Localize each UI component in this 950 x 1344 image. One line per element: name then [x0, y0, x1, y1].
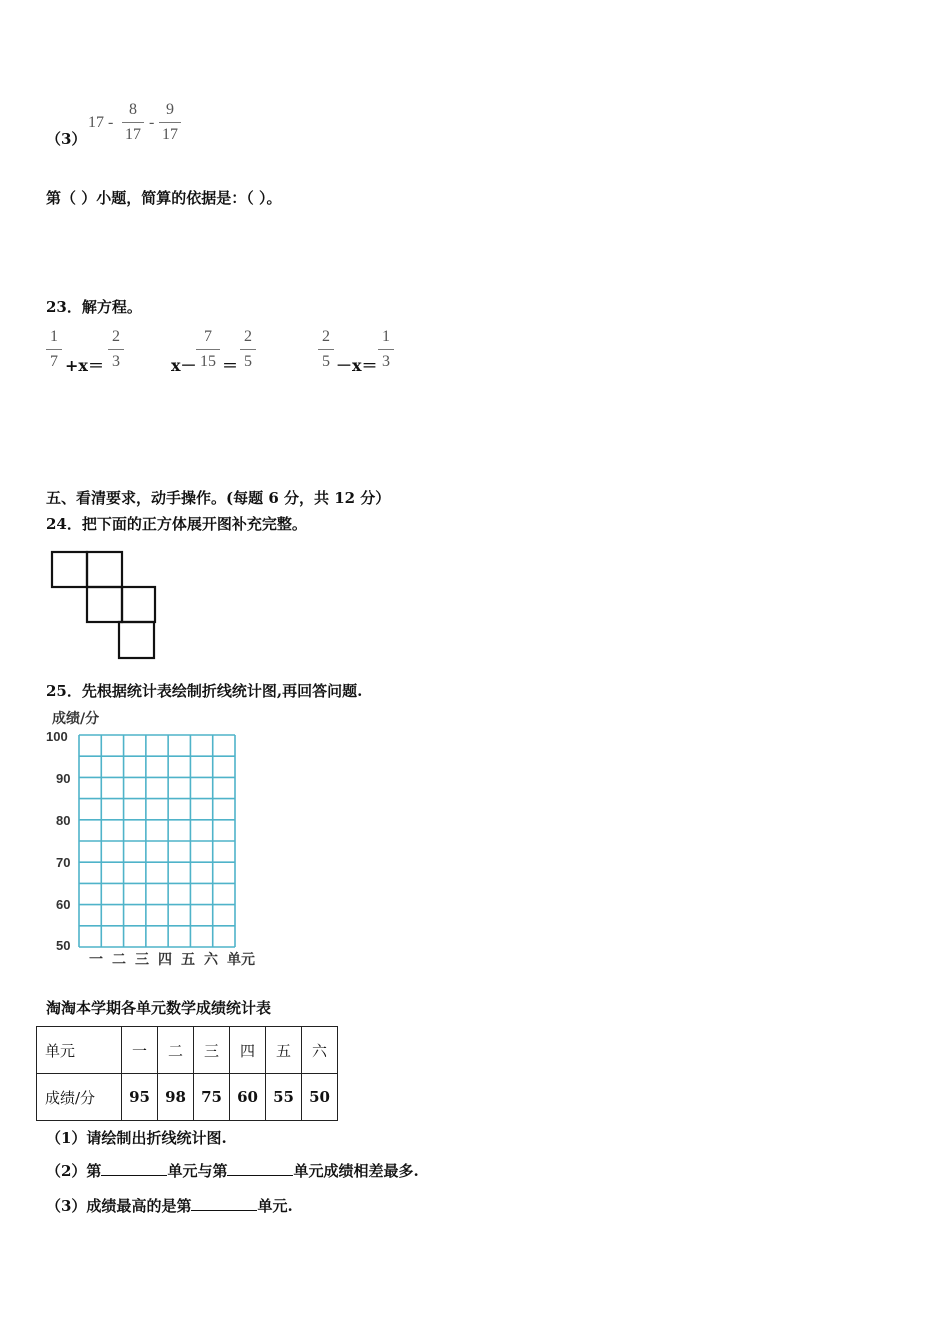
cube-net-figure	[48, 548, 160, 664]
blank-line-chart-grid[interactable]	[78, 734, 236, 948]
q23-eq2-fraction-b	[240, 327, 256, 372]
table-cell: 六	[302, 1027, 338, 1074]
fraction-bar	[378, 349, 394, 350]
q25-sub3-text-b: 单元.	[257, 1197, 293, 1215]
grid-x-axis-unit: 单元	[227, 952, 255, 968]
grid-x-tick: 四	[158, 952, 172, 968]
q25-sub1: （1）请绘制出折线统计图.	[46, 1129, 227, 1147]
fraction-denominator: 15	[200, 353, 216, 370]
fraction-denominator: 5	[322, 353, 330, 370]
fraction-denominator: 17	[162, 126, 178, 143]
fraction-denominator: 5	[244, 353, 252, 370]
table-cell: 75	[194, 1074, 230, 1121]
table-row	[37, 1074, 338, 1121]
fraction-denominator: 7	[50, 353, 58, 370]
q23-eq2-fraction-a	[196, 327, 220, 372]
answer-blank[interactable]	[191, 1196, 257, 1211]
fraction-bar	[46, 349, 62, 350]
q25-sub3	[46, 1195, 293, 1216]
grid-y-tick: 100	[46, 729, 68, 744]
net-square	[119, 622, 154, 658]
q23-eq3-fraction-a	[318, 327, 334, 372]
answer-blank[interactable]	[101, 1161, 167, 1176]
net-square	[87, 552, 122, 587]
fraction-numerator: 8	[129, 101, 137, 118]
score-table-title: 淘淘本学期各单元数学成绩统计表	[46, 999, 272, 1017]
net-square	[122, 587, 155, 622]
table-cell: 四	[230, 1027, 266, 1074]
q24-title: 24．把下面的正方体展开图补充完整。	[46, 515, 307, 533]
q25-title: 25．先根据统计表绘制折线统计图,再回答问题.	[46, 682, 363, 700]
net-square	[87, 587, 122, 622]
fraction-numerator: 2	[244, 328, 252, 345]
q25-sub2-text-a: （2）第	[46, 1162, 102, 1180]
q22-minus-sign: -	[149, 114, 155, 131]
grid-x-tick: 一	[89, 952, 103, 968]
q23-eq1-operator: +x＝	[65, 356, 104, 375]
table-row	[37, 1027, 338, 1074]
fraction-denominator: 3	[112, 353, 120, 370]
fraction-numerator: 1	[382, 328, 390, 345]
q22-expression-lead: 17 -	[88, 114, 114, 131]
grid-x-tick: 二	[112, 952, 126, 968]
q23-eq3-operator: －x＝	[336, 356, 378, 375]
answer-blank[interactable]	[227, 1161, 293, 1176]
fraction-bar	[108, 349, 124, 350]
q23-eq2-lead: x－	[171, 356, 197, 375]
grid-y-tick: 70	[56, 855, 71, 870]
table-cell: 三	[194, 1027, 230, 1074]
table-cell: 一	[122, 1027, 158, 1074]
fraction-bar	[240, 349, 256, 350]
table-cell: 50	[302, 1074, 338, 1121]
fraction-numerator: 9	[166, 101, 174, 118]
q23-eq2-equals: ＝	[222, 356, 239, 375]
q22-part3-label: （3）	[46, 130, 87, 148]
fraction-numerator: 1	[50, 328, 58, 345]
fraction-numerator: 2	[322, 328, 330, 345]
grid-y-tick: 80	[56, 813, 71, 828]
table-cell: 五	[266, 1027, 302, 1074]
grid-y-tick: 60	[56, 897, 71, 912]
q22-answer-line: 第（ ）小题，简算的依据是：（ ）。	[46, 189, 282, 207]
fraction-numerator: 2	[112, 328, 120, 345]
table-cell: 98	[158, 1074, 194, 1121]
grid-x-tick: 五	[181, 952, 195, 968]
fraction-bar	[318, 349, 334, 350]
fraction-numerator: 7	[204, 328, 212, 345]
q25-sub3-text-a: （3）成绩最高的是第	[46, 1197, 192, 1215]
q23-eq1-fraction-b	[108, 327, 124, 372]
q22-fraction-1	[122, 100, 144, 145]
net-square	[52, 552, 87, 587]
table-cell: 60	[230, 1074, 266, 1121]
q22-fraction-2	[159, 100, 181, 145]
score-table	[36, 1026, 338, 1121]
table-cell: 55	[266, 1074, 302, 1121]
grid-x-tick: 六	[204, 952, 218, 968]
q23-eq3-fraction-b	[378, 327, 394, 372]
q23-eq1-fraction-a	[46, 327, 62, 372]
q25-sub2	[46, 1160, 419, 1181]
fraction-bar	[159, 122, 181, 123]
table-cell: 二	[158, 1027, 194, 1074]
q25-sub2-text-b: 单元与第	[167, 1162, 228, 1180]
fraction-bar	[196, 349, 220, 350]
table-cell: 95	[122, 1074, 158, 1121]
grid-y-tick: 90	[56, 771, 71, 786]
fraction-denominator: 3	[382, 353, 390, 370]
table-row-header: 单元	[37, 1027, 122, 1074]
grid-y-tick: 50	[56, 938, 71, 953]
section-5-heading: 五、看清要求，动手操作。(每题 6 分，共 12 分）	[46, 489, 391, 507]
fraction-denominator: 17	[125, 126, 141, 143]
grid-y-axis-title: 成绩/分	[52, 711, 100, 727]
grid-x-tick: 三	[135, 952, 149, 968]
table-row-header: 成绩/分	[37, 1074, 122, 1121]
fraction-bar	[122, 122, 144, 123]
q23-title: 23．解方程。	[46, 298, 142, 316]
q25-sub2-text-c: 单元成绩相差最多.	[293, 1162, 419, 1180]
